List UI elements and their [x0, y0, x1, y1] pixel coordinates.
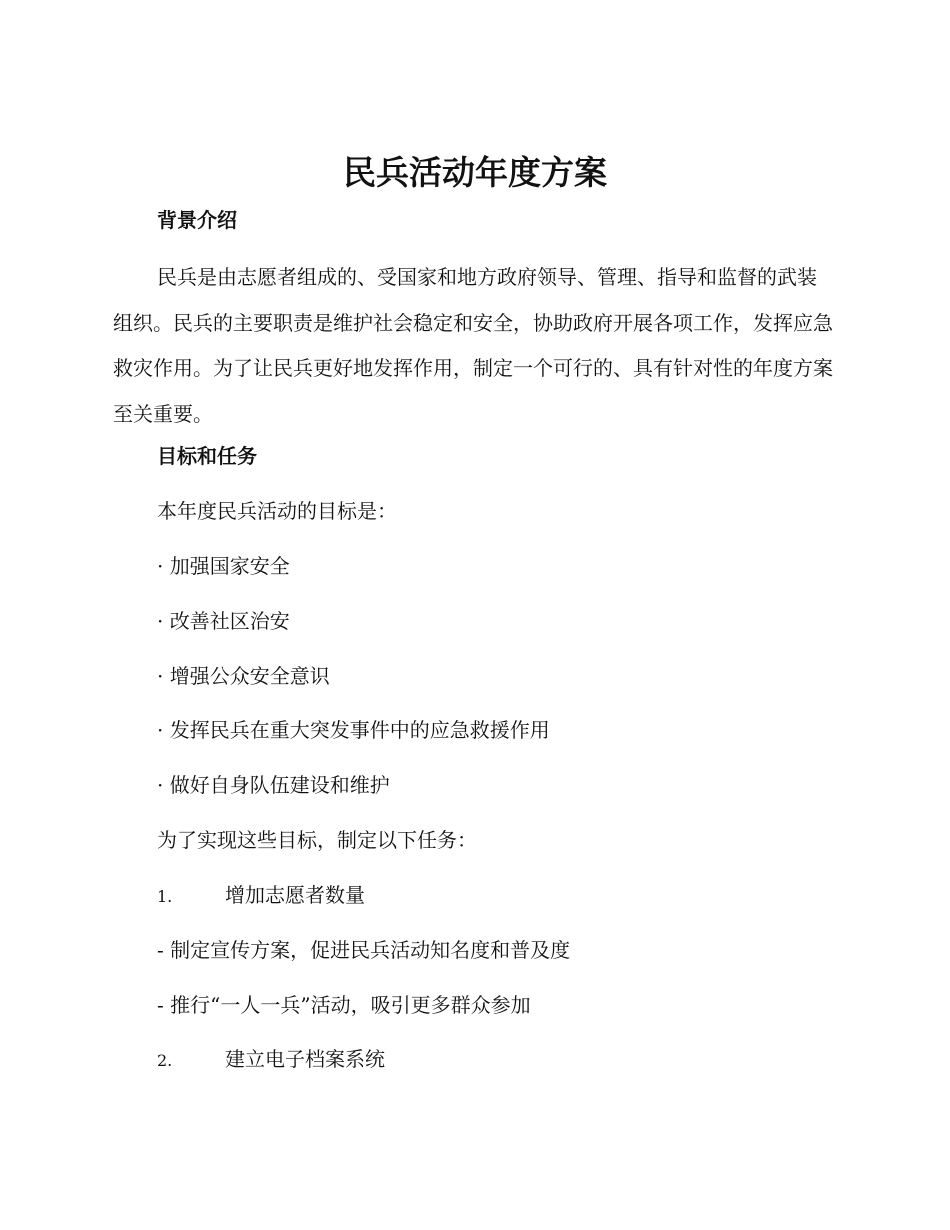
- task-item: [157, 1044, 385, 1076]
- section-heading-background: 背景介绍: [157, 208, 237, 232]
- task-item: [157, 880, 365, 912]
- task-subitem: - 制定宣传方案，促进民兵活动知名度和普及度: [157, 938, 571, 962]
- goal-item: · 加强国家安全: [157, 554, 290, 578]
- goals-intro: 本年度民兵活动的目标是：: [157, 499, 397, 523]
- task-number: 1.: [157, 887, 173, 906]
- goal-item: · 发挥民兵在重大突发事件中的应急救援作用: [157, 718, 550, 742]
- task-number: 2.: [157, 1051, 173, 1070]
- tasks-intro: 为了实现这些目标，制定以下任务：: [157, 828, 477, 852]
- background-paragraph: 民兵是由志愿者组成的、受国家和地方政府领导、管理、指导和监督的武装组织。民兵的主要职责是维护社会稳定和安全，协助政府开展各项工作，发挥应急救灾作用。为了让民兵更好地发挥作用，制定一个可行的、具有针对性的年度方案至关重要。: [113, 265, 833, 426]
- goal-item: · 增强公众安全意识: [157, 664, 330, 688]
- task-label: 增加志愿者数量: [225, 883, 365, 907]
- document-title: 民兵活动年度方案: [343, 153, 607, 192]
- goal-item: · 改善社区治安: [157, 609, 290, 633]
- task-subitem: - 推行“一人一兵”活动，吸引更多群众参加: [157, 993, 531, 1017]
- task-label: 建立电子档案系统: [225, 1047, 385, 1071]
- section-heading-goals: 目标和任务: [157, 444, 257, 468]
- goal-item: · 做好自身队伍建设和维护: [157, 773, 390, 797]
